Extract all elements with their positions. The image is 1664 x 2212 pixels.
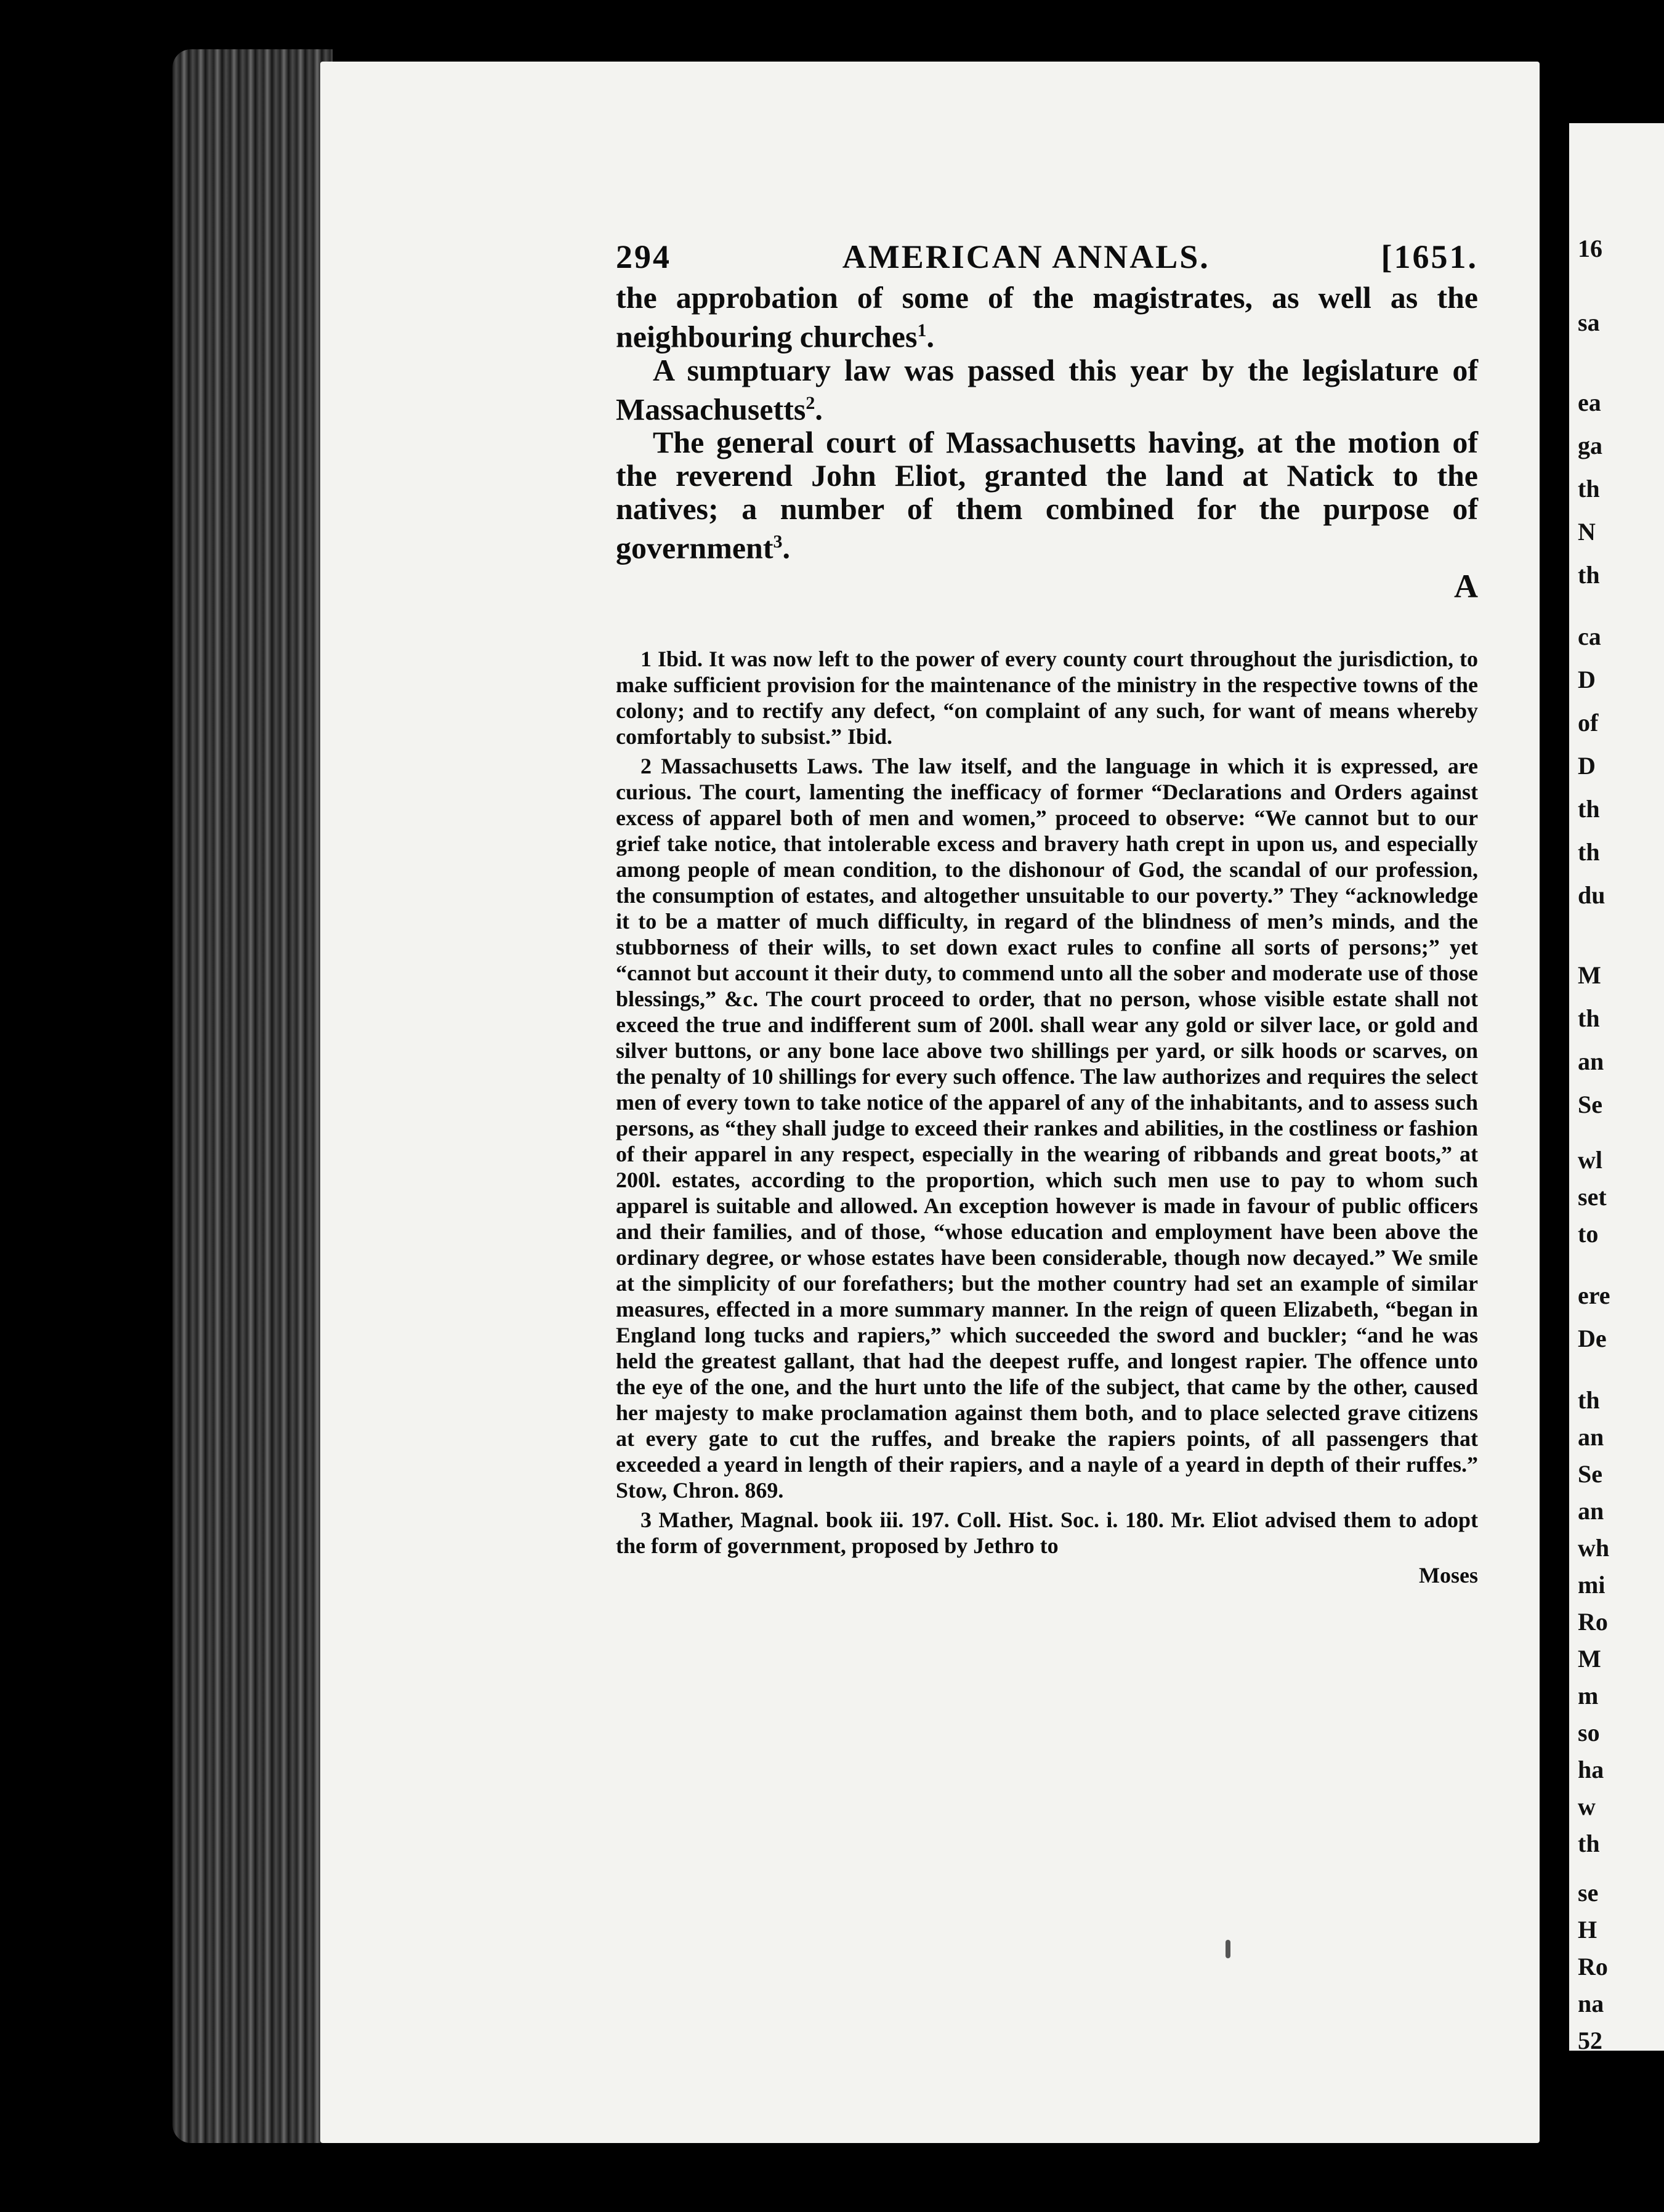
header-year: [1651. xyxy=(1381,238,1478,275)
facing-page-fragment: D xyxy=(1578,752,1596,780)
running-title: AMERICAN ANNALS. xyxy=(842,238,1210,275)
facing-page-fragment: th xyxy=(1578,795,1600,823)
facing-page-fragment: an xyxy=(1578,1497,1604,1525)
facing-page-fragment: mi xyxy=(1578,1571,1605,1599)
facing-page-fragment: Se xyxy=(1578,1091,1602,1118)
facing-page-fragment: th xyxy=(1578,1004,1600,1032)
footnote-3: 3 Mather, Magnal. book iii. 197. Coll. Hist. Soc. i. 180. Mr. Eliot advised them to adopt the form of government, proposed by Jethro to xyxy=(616,1507,1478,1558)
facing-page-fragment: an xyxy=(1578,1423,1604,1451)
facing-page-fragment: na xyxy=(1578,1990,1604,2017)
running-header xyxy=(616,238,1478,281)
facing-page-fragment: set xyxy=(1578,1183,1607,1211)
facing-page-fragment: ga xyxy=(1578,432,1602,459)
facing-page-fragment: du xyxy=(1578,881,1605,909)
facing-page-fragment: th xyxy=(1578,561,1600,589)
facing-page-fragment: se xyxy=(1578,1879,1599,1907)
facing-page-fragment: Ro xyxy=(1578,1953,1608,1980)
ink-smudge xyxy=(1226,1940,1230,1958)
facing-page-fragment: so xyxy=(1578,1719,1600,1746)
facing-page-fragment: ere xyxy=(1578,1282,1610,1309)
facing-page-fragment: 52 xyxy=(1578,2027,1602,2051)
footnote-1: 1 Ibid. It was now left to the power of every county court throughout the jurisdiction, to make sufficient provision for the maintenance of the ministry in the respective towns of the colony; and to rectify any defect, “on complaint of any such, for want of means whereby comfortably to subsist.” Ibid. xyxy=(616,646,1478,749)
facing-page-fragment: w xyxy=(1578,1793,1596,1820)
facing-page-fragment: wl xyxy=(1578,1146,1602,1174)
facing-page-fragment: to xyxy=(1578,1220,1599,1248)
facing-page-fragment: m xyxy=(1578,1682,1599,1709)
facing-page-fragment: N xyxy=(1578,518,1596,546)
facing-page-fragment: ha xyxy=(1578,1756,1604,1783)
facing-page-fragment: sa xyxy=(1578,309,1600,336)
facing-page-fragment: th xyxy=(1578,1830,1600,1857)
page-text-block xyxy=(616,238,1478,1588)
catchword: A xyxy=(1454,567,1478,605)
facing-page-fragment: th xyxy=(1578,1386,1600,1414)
paragraph: A sumptuary law was passed this year by the legislature of Massachusetts$^2$. xyxy=(616,352,1478,427)
page-number: 294 xyxy=(616,238,671,275)
footnote-2: 2 Massachusetts Laws. The law itself, and the language in which it is expressed, are curious. The court, lamenting the inefficacy of former “Declarations and Orders against excess of apparel both of men and women,” proceed to observe: “We cannot but to our grief take notice, that intolerable excess and bravery hath crept in upon us, and especially among people of mean condition, to the dishonour of God, the scandal of our profession, the consumption of estates, and altogether unsuitable to our poverty.” They “acknowledge it to be a matter of much difficulty, in regard of the blindness of men’s minds, and the stubborness of their wills, to set down exact rules to confine all sorts of persons;” yet “cannot but account it their duty, to commend unto all the sober and moderate use of those blessings,” &c. The court proceed to order, that no person, whose visible estate shall not exceed the true and indifferent sum of 200l. shall wear any gold or silver lace, or gold and silver buttons, or any bone lace above two shillings per yard, or silk hoods or scarves, on the penalty of 10 shillings for every such offence. The law authorizes and requires the select men of every town to take notice of the apparel of any of the inhabitants, and to assess such persons, as “they shall judge to exceed their rankes and abilities, in the costliness or fashion of their apparel in any respect, especially in the wearing of ribbands and great boots,” at 200l. estates, according to the proportion, which such men use to pay to whom such apparel is suitable and allowed. An exception however is made in favour of public officers and their families, and of those, “whose education and employment have been above the ordinary degree, or whose estates have been considerable, though now decayed.” We smile at the simplicity of our forefathers; but the mother country had set an example of similar measures, effected in a more summary manner. In the reign of queen Elizabeth, “began in England long tucks and rapiers,” which succeeded the sword and buckler; “and he was held the greatest gallant, that had the deepest ruffe, and longest rapier. The offence unto the eye of the one, and the hurt unto the life of the subject, that came by the other, caused her majesty to make proclamation against them both, and to place selected grave citizens at every gate to cut the ruffes, and breake the rapiers points, of all passengers that exceeded a yeard in length of their rapiers, and a nayle of a yeard in depth of their ruffes.” Stow, Chron. 869. xyxy=(616,753,1478,1503)
facing-page-fragment: M xyxy=(1578,961,1601,989)
facing-page-fragment: Se xyxy=(1578,1460,1602,1488)
paragraph: The general court of Massachusetts having, at the motion of the reverend John Eliot, granted the land at Natick to the natives; a number of them combined for the purpose of government$^3$. xyxy=(616,425,1478,565)
facing-page-fragment: of xyxy=(1578,709,1599,737)
facing-page-fragment: De xyxy=(1578,1325,1607,1352)
facing-page-fragment: an xyxy=(1578,1047,1604,1075)
facing-page-edge xyxy=(1569,123,1664,2051)
facing-page-fragment: Ro xyxy=(1578,1608,1608,1636)
footnotes xyxy=(616,646,1478,1588)
facing-page-fragment: wh xyxy=(1578,1534,1610,1562)
facing-page-fragment: 16 xyxy=(1578,235,1602,262)
paragraph: the approbation of some of the magistrates, as well as the neighbouring churches$^1$. xyxy=(616,280,1478,354)
facing-page-fragment: th xyxy=(1578,475,1600,503)
footnote-catchword: Moses xyxy=(1419,1562,1478,1588)
facing-page-fragment: D xyxy=(1578,666,1596,693)
main-text xyxy=(616,281,1478,603)
facing-page-fragment: M xyxy=(1578,1645,1601,1673)
facing-page-fragment: ca xyxy=(1578,623,1601,650)
book-spine-edge xyxy=(172,49,333,2143)
facing-page-fragment: H xyxy=(1578,1916,1597,1944)
facing-page-fragment: th xyxy=(1578,838,1600,866)
facing-page-fragment: ea xyxy=(1578,389,1601,416)
